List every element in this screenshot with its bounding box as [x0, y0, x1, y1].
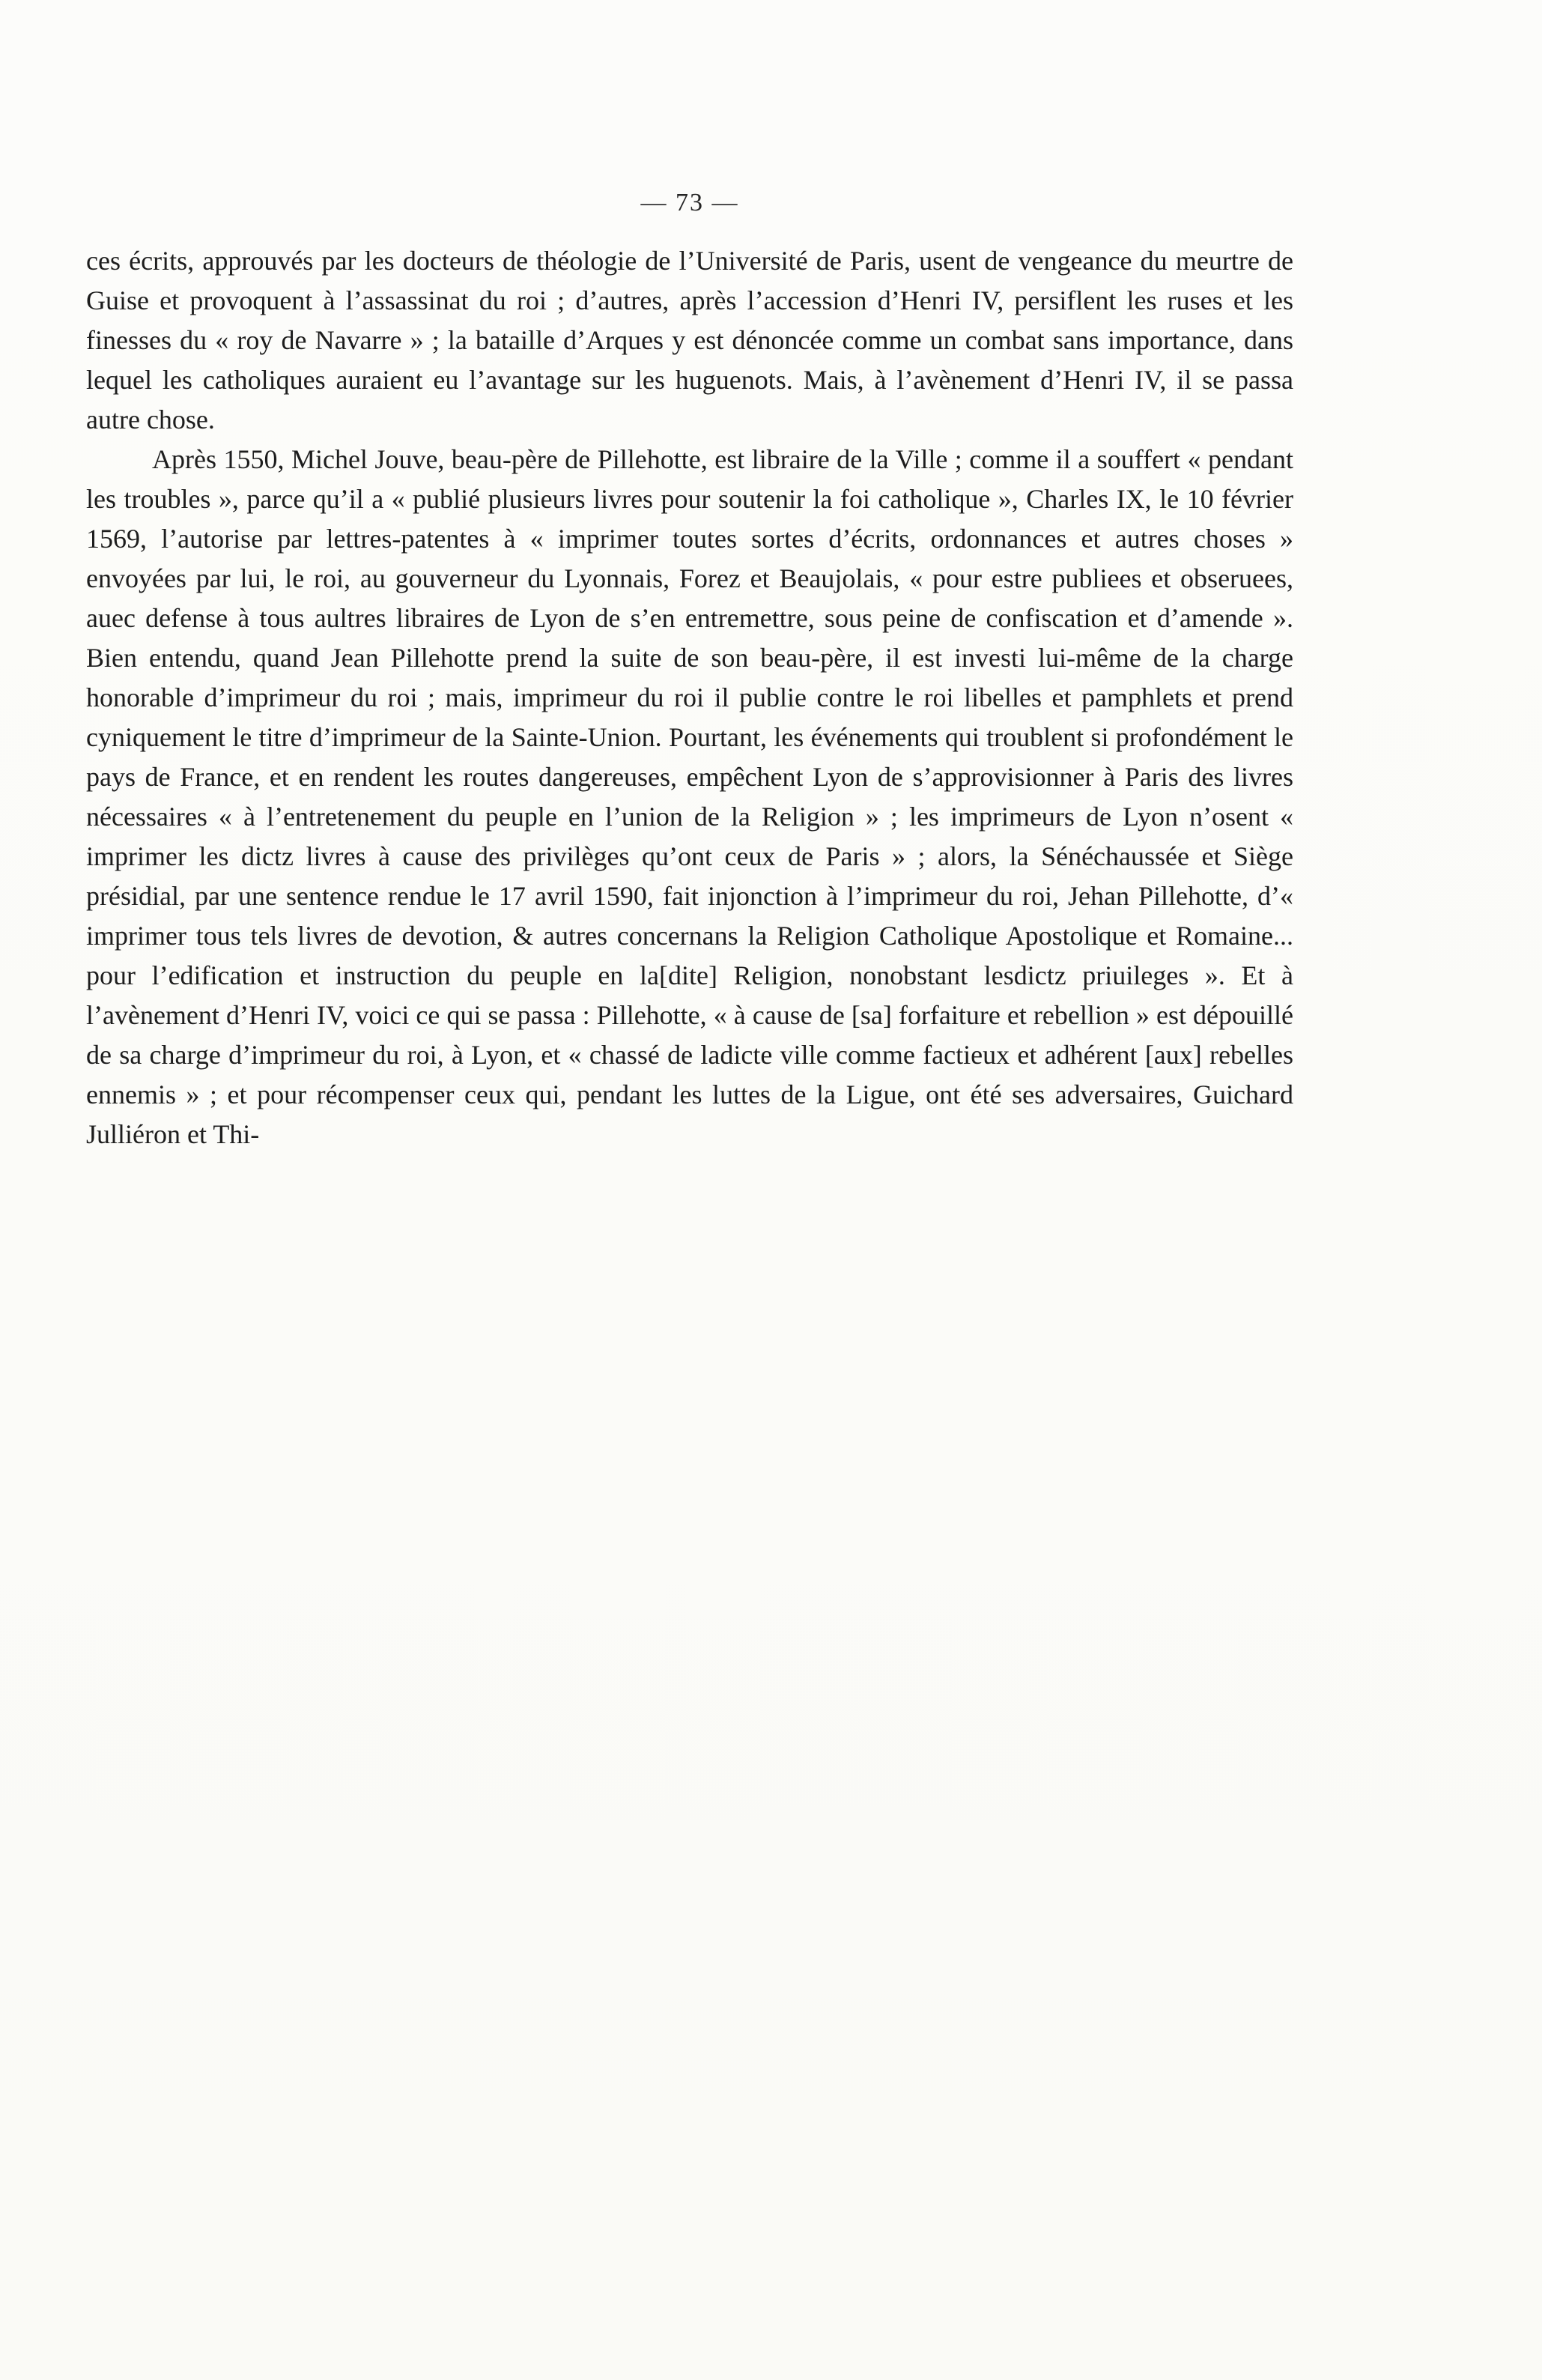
- paragraph-new: Après 1550, Michel Jouve, beau-père de Pillehotte, est libraire de la Ville ; comme il a souffert « pendant les troubles », parce qu’il a « publié plusieurs livres pour soutenir la foi catholique », Charles IX, le 10 février 1569, l’autorise par lettres-patentes à « imprimer toutes sortes d’écrits, ordonnances et autres choses » envoyées par lui, le roi, au gouverneur du Lyonnais, Forez et Beaujolais, « pour estre publiees et obseruees, auec defense à tous aultres libraires de Lyon de s’en entremettre, sous peine de confiscation et d’amende ». Bien entendu, quand Jean Pillehotte prend la suite de son beau-père, il est investi lui-même de la charge honorable d’imprimeur du roi ; mais, imprimeur du roi il publie contre le roi libelles et pamphlets et prend cyniquement le titre d’imprimeur de la Sainte-Union. Pourtant, les événements qui troublent si profondément le pays de France, et en rendent les routes dangereuses, empêchent Lyon de s’approvisionner à Paris des livres nécessaires « à l’entretenement du peuple en l’union de la Religion » ; les imprimeurs de Lyon n’osent « imprimer les dictz livres à cause des privilèges qu’ont ceux de Paris » ; alors, la Sénéchaussée et Siège présidial, par une sentence rendue le 17 avril 1590, fait injonction à l’imprimeur du roi, Jehan Pillehotte, d’« imprimer tous tels livres de devotion, & autres concernans la Religion Catholique Apostolique et Romaine... pour l’edification et instruction du peuple en la[dite] Religion, nonobstant lesdictz priuileges ». Et à l’avènement d’Henri IV, voici ce qui se passa : Pillehotte, « à cause de [sa] forfaiture et rebellion » est dépouillé de sa charge d’imprimeur du roi, à Lyon, et « chassé de ladicte ville comme factieux et adhérent [aux] rebelles ennemis » ; et pour récompenser ceux qui, pendant les luttes de la Ligue, ont été ses adversaires, Guichard Julliéron et Thi-: [86, 444, 1293, 1149]
- page-number: — 73 —: [640, 189, 739, 216]
- paragraph-continuation: ces écrits, approuvés par les docteurs de théologie de l’Université de Paris, usent de vengeance du meurtre de Guise et provoquent à l’assassinat du roi ; d’autres, après l’accession d’Henri IV, persiflent les ruses et les finesses du « roy de Navarre » ; la bataille d’Arques y est dénoncée comme un combat sans importance, dans lequel les catholiques auraient eu l’avantage sur les huguenots. Mais, à l’avènement d’Henri IV, il se passa autre chose.: [86, 246, 1293, 434]
- page-text: [86, 241, 1293, 1154]
